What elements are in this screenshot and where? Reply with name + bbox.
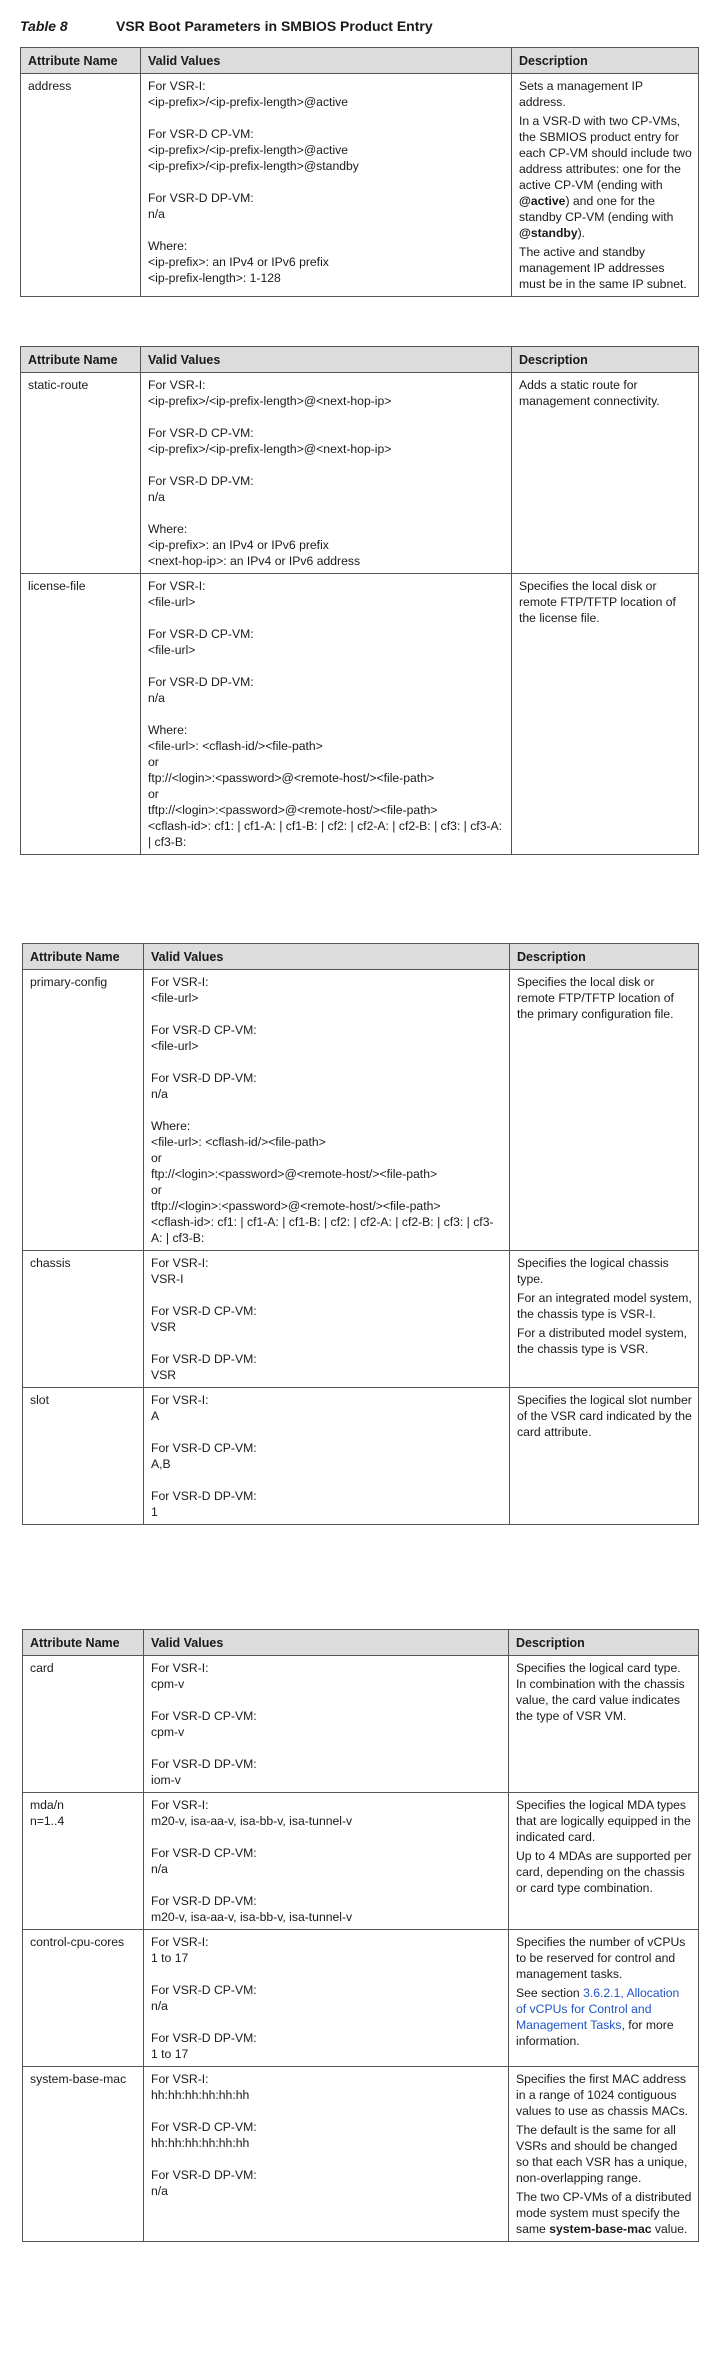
value-line: 1 <box>151 1505 158 1519</box>
header-valid-values: Valid Values <box>144 944 510 970</box>
parameter-table <box>20 346 699 855</box>
description-paragraph <box>516 1660 692 1724</box>
value-group-spacer <box>151 1287 502 1303</box>
value-line: For VSR-D DP-VM: <box>151 1489 257 1503</box>
value-group-spacer <box>151 1424 502 1440</box>
attribute-name: license-file <box>28 579 86 593</box>
value-line: <ip-prefix>/<ip-prefix-length>@active <box>148 95 349 109</box>
value-line: <ip-prefix>/<ip-prefix-length>@active <box>148 143 349 157</box>
value-line: For VSR-D CP-VM: <box>151 2120 257 2134</box>
value-group-spacer <box>148 409 504 425</box>
value-group-spacer <box>148 174 504 190</box>
table-caption <box>20 18 433 34</box>
value-line: Where: <box>148 239 188 253</box>
description-paragraph <box>516 1848 692 1896</box>
table-row <box>23 1251 699 1388</box>
description-text: Adds a static route for management connectivity. <box>519 378 660 408</box>
value-line: hh:hh:hh:hh:hh:hh <box>151 2088 250 2102</box>
value-line: For VSR-D DP-VM: <box>151 1071 257 1085</box>
description-paragraph <box>516 2189 692 2237</box>
value-line: For VSR-I: <box>151 1935 209 1949</box>
value-line: For VSR-D DP-VM: <box>151 1757 257 1771</box>
attribute-name: primary-config <box>30 975 108 989</box>
value-line: or <box>151 1183 162 1197</box>
value-group-spacer <box>148 610 504 626</box>
description-text: Specifies the local disk or remote FTP/TFTP location of the license file. <box>519 579 676 625</box>
value-line: For VSR-I: <box>151 1393 209 1407</box>
value-line: 1 to 17 <box>151 2047 189 2061</box>
header-attribute-name: Attribute Name <box>21 347 141 373</box>
description-paragraph <box>516 2122 692 2186</box>
value-line: m20-v, isa-aa-v, isa-bb-v, isa-tunnel-v <box>151 1910 353 1924</box>
value-line: For VSR-D CP-VM: <box>151 1023 257 1037</box>
description-paragraph <box>517 1290 692 1322</box>
value-line: <next-hop-ip>: an IPv4 or IPv6 address <box>148 554 361 568</box>
description-text: For a distributed model system, the chassis type is VSR. <box>517 1326 688 1356</box>
description-text: Up to 4 MDAs are supported per card, depending on the chassis or card type combination. <box>516 1849 692 1895</box>
value-group-spacer <box>151 1054 502 1070</box>
value-group-spacer <box>148 658 504 674</box>
value-group-spacer <box>148 505 504 521</box>
description-text: Specifies the first MAC address in a range of 1024 contiguous values to use as chassis MACs. <box>516 2072 689 2118</box>
value-line: For VSR-D CP-VM: <box>151 1304 257 1318</box>
table-row <box>23 2067 699 2242</box>
header-attribute-name: Attribute Name <box>21 48 141 74</box>
value-line: A <box>151 1409 160 1423</box>
valid-values-cell <box>144 1656 509 1793</box>
description-cell <box>509 2067 699 2242</box>
value-line: cpm-v <box>151 1677 185 1691</box>
description-text: ) and one for the standby CP-VM (ending with <box>519 194 674 224</box>
description-text: See section <box>516 1986 584 2000</box>
value-line: For VSR-I: <box>148 378 206 392</box>
valid-values-cell <box>144 1251 510 1388</box>
value-line: m20-v, isa-aa-v, isa-bb-v, isa-tunnel-v <box>151 1814 353 1828</box>
value-group-spacer <box>151 1829 501 1845</box>
emphasized-term: @active <box>519 194 566 208</box>
description-paragraph <box>516 2071 692 2119</box>
description-paragraph <box>519 113 692 241</box>
parameter-table <box>22 1629 699 2242</box>
value-line: For VSR-I: <box>151 1661 209 1675</box>
value-group-spacer <box>151 1335 502 1351</box>
description-cell <box>510 970 699 1251</box>
emphasized-term: @standby <box>519 226 578 240</box>
valid-values-cell <box>144 2067 509 2242</box>
header-row <box>21 48 699 74</box>
table-row <box>21 373 699 574</box>
description-paragraph <box>519 244 692 292</box>
value-line: n/a <box>148 207 165 221</box>
value-line: For VSR-D CP-VM: <box>148 627 254 641</box>
valid-values-cell <box>141 574 512 855</box>
value-line: Where: <box>148 723 188 737</box>
description-paragraph <box>519 578 692 626</box>
value-line: <ip-prefix>/<ip-prefix-length>@standby <box>148 159 359 173</box>
table-row <box>23 970 699 1251</box>
description-cell <box>512 373 699 574</box>
value-group-spacer <box>151 1472 502 1488</box>
description-cell <box>509 1793 699 1930</box>
description-cell <box>509 1930 699 2067</box>
header-row <box>21 347 699 373</box>
valid-values-cell <box>141 74 512 297</box>
value-line: <ip-prefix>/<ip-prefix-length>@<next-hop-ip> <box>148 394 392 408</box>
header-valid-values: Valid Values <box>141 347 512 373</box>
attribute-name-cell <box>23 1793 144 1930</box>
value-line: n/a <box>151 1862 168 1876</box>
value-line: <cflash-id>: cf1: | cf1-A: | cf1-B: | cf2: | cf2-A: | cf2-B: | cf3: | cf3-A: | cf3-B: <box>148 819 503 849</box>
value-group-spacer <box>151 1740 501 1756</box>
description-text: ). <box>577 226 586 240</box>
value-line: iom-v <box>151 1773 181 1787</box>
value-line: tftp://<login>:<password>@<remote-host/><file-path> <box>151 1199 441 1213</box>
attribute-name-cell <box>21 74 141 297</box>
value-line: For VSR-I: <box>151 1256 209 1270</box>
description-paragraph <box>517 974 692 1022</box>
attribute-name-cell <box>21 574 141 855</box>
value-line: Where: <box>151 1119 191 1133</box>
attribute-name: system-base-mac <box>30 2072 127 2086</box>
description-text: Sets a management IP address. <box>519 79 643 109</box>
valid-values-cell <box>144 1930 509 2067</box>
description-paragraph <box>516 1934 692 1982</box>
attribute-name: slot <box>30 1393 49 1407</box>
value-line: or <box>148 787 159 801</box>
value-line: or <box>148 755 159 769</box>
value-line: <cflash-id>: cf1: | cf1-A: | cf1-B: | cf2: | cf2-A: | cf2-B: | cf3: | cf3-A: | cf3-B: <box>151 1215 494 1245</box>
description-cell <box>512 574 699 855</box>
description-text: value. <box>651 2222 688 2236</box>
value-line: For VSR-D CP-VM: <box>151 1846 257 1860</box>
value-line: For VSR-I: <box>151 1798 209 1812</box>
value-line: VSR <box>151 1320 177 1334</box>
attribute-name: address <box>28 79 72 93</box>
emphasized-term: system-base-mac <box>549 2222 652 2236</box>
value-line: For VSR-D CP-VM: <box>151 1983 257 1997</box>
attribute-name: static-route <box>28 378 89 392</box>
description-text: For an integrated model system, the chassis type is VSR-I. <box>517 1291 692 1321</box>
table-row <box>21 74 699 297</box>
value-line: For VSR-D CP-VM: <box>151 1709 257 1723</box>
description-text: Specifies the number of vCPUs to be reserved for control and management tasks. <box>516 1935 686 1981</box>
value-line: tftp://<login>:<password>@<remote-host/><file-path> <box>148 803 438 817</box>
value-line: <ip-prefix>/<ip-prefix-length>@<next-hop-ip> <box>148 442 392 456</box>
value-line: 1 to 17 <box>151 1951 189 1965</box>
table-row <box>23 1388 699 1525</box>
attribute-name: mda/n <box>30 1798 64 1812</box>
header-attribute-name: Attribute Name <box>23 944 144 970</box>
header-description: Description <box>512 48 699 74</box>
value-line: For VSR-I: <box>148 79 206 93</box>
value-group-spacer <box>151 1102 502 1118</box>
table-row <box>23 1930 699 2067</box>
description-cell <box>512 74 699 297</box>
header-row <box>23 1630 699 1656</box>
description-text: The default is the same for all VSRs and should be changed so that each VSR has a unique, non-overlapping range. <box>516 2123 688 2185</box>
table-row <box>23 1656 699 1793</box>
description-paragraph <box>517 1392 692 1440</box>
value-line: For VSR-D DP-VM: <box>151 2168 257 2182</box>
parameter-table <box>22 943 699 1525</box>
value-line: n/a <box>148 691 165 705</box>
valid-values-cell <box>144 1793 509 1930</box>
value-line: For VSR-D DP-VM: <box>148 675 254 689</box>
value-line: For VSR-I: <box>151 975 209 989</box>
value-group-spacer <box>148 457 504 473</box>
value-group-spacer <box>151 2103 501 2119</box>
description-paragraph <box>519 377 692 409</box>
description-cell <box>510 1251 699 1388</box>
attribute-name-cell <box>23 1388 144 1525</box>
value-group-spacer <box>148 110 504 126</box>
attribute-name-cell <box>23 1930 144 2067</box>
attribute-name-cell <box>21 373 141 574</box>
value-group-spacer <box>151 1877 501 1893</box>
table-row <box>23 1793 699 1930</box>
value-line: <file-url> <box>151 991 199 1005</box>
value-line: For VSR-I: <box>148 579 206 593</box>
table-title: VSR Boot Parameters in SMBIOS Product Entry <box>116 18 433 34</box>
value-line: <file-url> <box>148 643 196 657</box>
description-text: , for more information. <box>516 2018 674 2048</box>
value-line: <ip-prefix-length>: 1-128 <box>148 271 281 285</box>
description-cell <box>509 1656 699 1793</box>
description-text: The active and standby management IP addresses must be in the same IP subnet. <box>519 245 687 291</box>
header-valid-values: Valid Values <box>144 1630 509 1656</box>
header-valid-values: Valid Values <box>141 48 512 74</box>
attribute-name-cell <box>23 2067 144 2242</box>
valid-values-cell <box>144 970 510 1251</box>
value-group-spacer <box>148 706 504 722</box>
value-line: <file-url> <box>151 1039 199 1053</box>
value-line: For VSR-D DP-VM: <box>151 2031 257 2045</box>
value-line: VSR-I <box>151 1272 184 1286</box>
attribute-name-cell <box>23 1656 144 1793</box>
value-line: For VSR-D CP-VM: <box>148 127 254 141</box>
value-line: hh:hh:hh:hh:hh:hh <box>151 2136 250 2150</box>
header-description: Description <box>509 1630 699 1656</box>
attribute-name-cell <box>23 970 144 1251</box>
value-line: For VSR-D DP-VM: <box>148 474 254 488</box>
value-line: n/a <box>151 2184 168 2198</box>
attribute-name: control-cpu-cores <box>30 1935 125 1949</box>
description-paragraph <box>519 78 692 110</box>
value-line: For VSR-D CP-VM: <box>148 426 254 440</box>
value-group-spacer <box>151 1692 501 1708</box>
value-group-spacer <box>151 1006 502 1022</box>
header-description: Description <box>512 347 699 373</box>
valid-values-cell <box>141 373 512 574</box>
table-row <box>21 574 699 855</box>
parameter-table <box>20 47 699 297</box>
value-line: <file-url>: <cflash-id/><file-path> <box>151 1135 326 1149</box>
attribute-name: chassis <box>30 1256 71 1270</box>
attribute-name-cell <box>23 1251 144 1388</box>
value-line: <ip-prefix>: an IPv4 or IPv6 prefix <box>148 538 329 552</box>
value-line: <file-url>: <cflash-id/><file-path> <box>148 739 323 753</box>
description-paragraph <box>516 1985 692 2049</box>
value-line: VSR <box>151 1368 177 1382</box>
value-line: For VSR-I: <box>151 2072 209 2086</box>
value-line: For VSR-D DP-VM: <box>148 191 254 205</box>
attribute-name: card <box>30 1661 54 1675</box>
value-line: n/a <box>148 490 165 504</box>
attribute-name: n=1..4 <box>30 1814 65 1828</box>
value-group-spacer <box>151 2014 501 2030</box>
valid-values-cell <box>144 1388 510 1525</box>
value-line: <file-url> <box>148 595 196 609</box>
value-line: For VSR-D DP-VM: <box>151 1352 257 1366</box>
value-line: <ip-prefix>: an IPv4 or IPv6 prefix <box>148 255 329 269</box>
description-text: The two CP-VMs of a distributed mode system must specify the same <box>516 2190 692 2236</box>
value-line: ftp://<login>:<password>@<remote-host/><file-path> <box>151 1167 438 1181</box>
description-text: Specifies the logical card type. In combination with the chassis value, the card value indicates the type of VSR VM. <box>516 1661 685 1723</box>
description-cell <box>510 1388 699 1525</box>
description-paragraph <box>517 1325 692 1357</box>
description-text: Specifies the logical MDA types that are logically equipped in the indicated card. <box>516 1798 691 1844</box>
description-text: Specifies the logical chassis type. <box>517 1256 669 1286</box>
description-text: In a VSR-D with two CP-VMs, the SBMIOS product entry for each CP-VM should include two address attributes: one for the active CP-VM (ending with <box>519 114 692 192</box>
value-line: A,B <box>151 1457 171 1471</box>
value-line: cpm-v <box>151 1725 185 1739</box>
value-group-spacer <box>151 2151 501 2167</box>
header-attribute-name: Attribute Name <box>23 1630 144 1656</box>
description-paragraph <box>517 1255 692 1287</box>
value-line: Where: <box>148 522 188 536</box>
value-group-spacer <box>151 1966 501 1982</box>
description-text: Specifies the local disk or remote FTP/TFTP location of the primary configuration file. <box>517 975 674 1021</box>
value-line: or <box>151 1151 162 1165</box>
value-line: For VSR-D DP-VM: <box>151 1894 257 1908</box>
description-text: Specifies the logical slot number of the VSR card indicated by the card attribute. <box>517 1393 692 1439</box>
value-line: n/a <box>151 1999 168 2013</box>
value-line: For VSR-D CP-VM: <box>151 1441 257 1455</box>
header-row <box>23 944 699 970</box>
value-group-spacer <box>148 222 504 238</box>
section-link[interactable]: 3.6.2.1, Allocation of vCPUs for Control and Management Tasks <box>516 1986 680 2032</box>
value-line: n/a <box>151 1087 168 1101</box>
value-line: ftp://<login>:<password>@<remote-host/><file-path> <box>148 771 435 785</box>
description-paragraph <box>516 1797 692 1845</box>
table-number: Table 8 <box>20 18 68 34</box>
header-description: Description <box>510 944 699 970</box>
